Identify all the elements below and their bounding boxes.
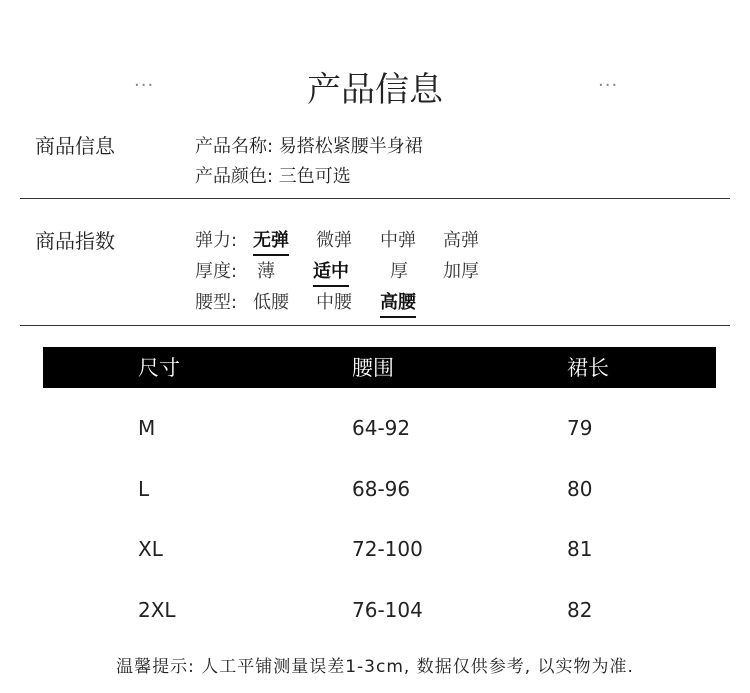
elasticity-option-medium: 中弹 bbox=[380, 230, 416, 251]
table-row-size: 2XL bbox=[138, 598, 176, 622]
table-row-waist: 64-92 bbox=[352, 416, 411, 440]
table-row-size: XL bbox=[138, 537, 163, 561]
product-name-line: 产品名称: 易搭松紧腰半身裙 bbox=[195, 136, 423, 157]
elasticity-label: 弹力: bbox=[195, 230, 238, 251]
thickness-label: 厚度: bbox=[195, 261, 238, 282]
table-row-size: M bbox=[138, 416, 156, 440]
page-title: 产品信息 bbox=[307, 70, 443, 110]
elasticity-option-high: 高弹 bbox=[443, 230, 479, 251]
elasticity-option-slight: 微弹 bbox=[316, 230, 352, 251]
header-size: 尺寸 bbox=[138, 356, 180, 380]
measurement-note: 温馨提示: 人工平铺测量误差1-3cm, 数据仅供参考, 以实物为准. bbox=[116, 657, 634, 677]
waist-option-mid: 中腰 bbox=[316, 292, 352, 313]
table-row-waist: 68-96 bbox=[352, 477, 411, 501]
thickness-option-thick: 厚 bbox=[390, 261, 408, 282]
waist-label: 腰型: bbox=[195, 292, 238, 313]
product-index-label: 商品指数 bbox=[35, 229, 115, 253]
product-info-label: 商品信息 bbox=[35, 134, 115, 158]
divider-bottom bbox=[20, 325, 730, 326]
header-length: 裙长 bbox=[567, 356, 609, 380]
table-row-waist: 76-104 bbox=[352, 598, 423, 622]
thickness-option-thin: 薄 bbox=[257, 261, 275, 282]
decorative-dots-left: ... bbox=[134, 70, 155, 91]
table-row-length: 81 bbox=[567, 537, 593, 561]
product-color-line: 产品颜色: 三色可选 bbox=[195, 166, 351, 187]
waist-option-low: 低腰 bbox=[253, 292, 289, 313]
thickness-option-moderate: 适中 bbox=[313, 257, 349, 287]
table-row-length: 82 bbox=[567, 598, 593, 622]
table-row-waist: 72-100 bbox=[352, 537, 423, 561]
elasticity-option-none: 无弹 bbox=[253, 226, 289, 256]
header-waist: 腰围 bbox=[352, 356, 394, 380]
decorative-dots-right: ... bbox=[598, 70, 619, 91]
divider-top bbox=[20, 198, 730, 199]
table-row-length: 79 bbox=[567, 416, 593, 440]
table-row-length: 80 bbox=[567, 477, 593, 501]
thickness-option-extra-thick: 加厚 bbox=[443, 261, 479, 282]
table-row-size: L bbox=[138, 477, 150, 501]
waist-option-high: 高腰 bbox=[380, 288, 416, 318]
